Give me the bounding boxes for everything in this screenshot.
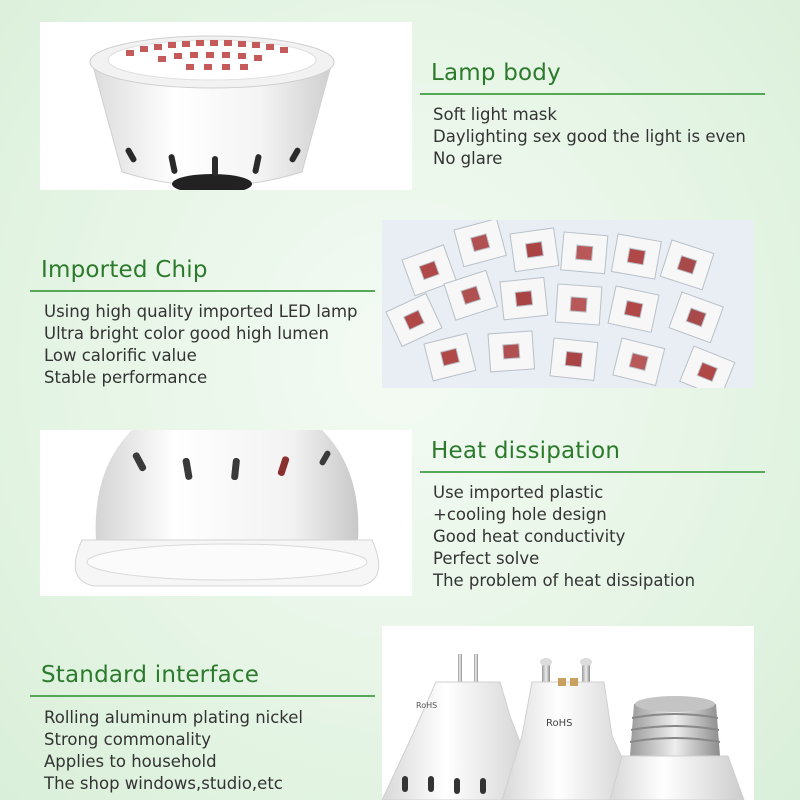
feature-line: Ultra bright color good high lumen [44,324,329,343]
feature-line: Good heat conductivity [433,527,626,546]
heat-dissipation-photo [40,430,412,596]
lamp-body-title: Lamp body [431,60,561,86]
feature-line: Use imported plastic [433,483,604,502]
standard-interface-divider [30,695,375,697]
feature-line: Using high quality imported LED lamp [44,302,358,321]
imported-chip-features [44,301,358,389]
lamp-body-photo [40,22,412,190]
feature-line: Stable performance [44,368,208,387]
feature-line: Perfect solve [433,549,540,568]
feature-line: The problem of heat dissipation [433,571,696,590]
led-chips-photo [382,220,754,388]
lamp-body-divider [420,93,765,95]
feature-line: Soft light mask [433,105,557,124]
standard-interface-title: Standard interface [41,662,260,688]
feature-line: No glare [433,149,503,168]
imported-chip-divider [30,290,375,292]
rohs-mark: RoHS [416,701,438,710]
feature-line: Rolling aluminum plating nickel [44,708,304,727]
imported-chip-title: Imported Chip [41,257,208,283]
feature-line: +cooling hole design [433,505,607,524]
heat-dissipation-features [433,482,695,592]
heat-dissipation-title: Heat dissipation [431,438,621,464]
feature-line: Low calorific value [44,346,197,365]
rohs-mark: RoHS [546,718,573,729]
feature-line: Daylighting sex good the light is even [433,127,746,146]
lamp-body-features [433,104,746,170]
feature-line: Strong commonality [44,730,212,749]
standard-interface-features [44,707,303,795]
bulb-bases-photo [382,626,754,800]
feature-line: The shop windows,studio,etc [44,774,283,793]
feature-line: Applies to household [44,752,217,771]
heat-dissipation-divider [420,471,765,473]
